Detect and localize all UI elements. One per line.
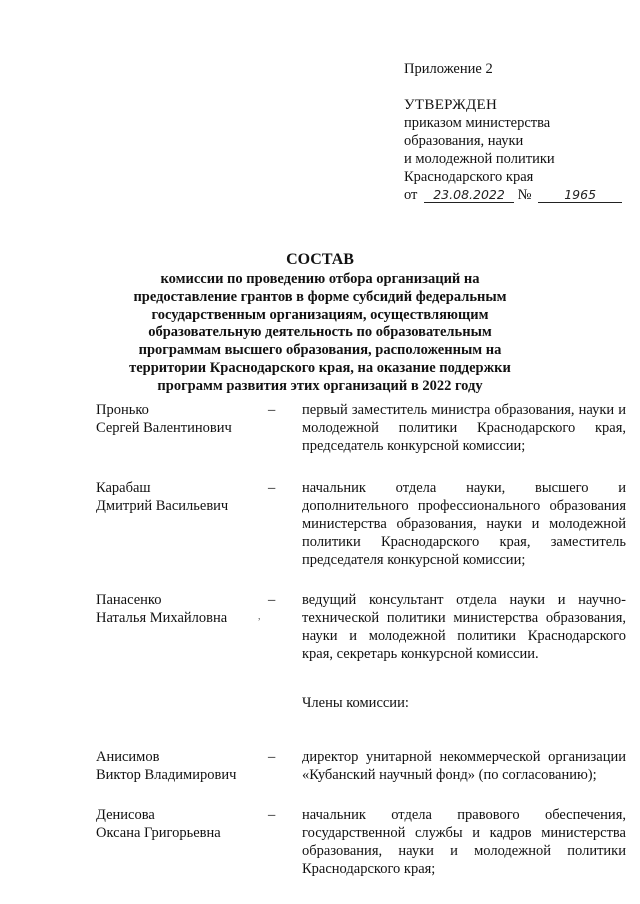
approval-line: и молодежной политики bbox=[404, 151, 555, 167]
order-date-handwritten: 23.08.2022 bbox=[424, 187, 514, 203]
member-position: директор унитарной некоммерческой организации «Кубанский научный фонд» (по согласованию); bbox=[302, 749, 626, 783]
number-prefix: № bbox=[517, 187, 532, 203]
order-number-handwritten: 1965 bbox=[538, 187, 622, 203]
member-entry bbox=[96, 748, 626, 784]
member-dash: – bbox=[268, 749, 276, 765]
member-dash: – bbox=[268, 402, 276, 418]
member-dash: – bbox=[268, 480, 276, 496]
member-dash: – bbox=[268, 592, 276, 608]
member-dash: – bbox=[268, 807, 276, 823]
approval-line: Краснодарского края bbox=[404, 169, 534, 185]
title-subtitle-line: образовательную деятельность по образовательным bbox=[148, 324, 492, 341]
approval-block bbox=[404, 60, 624, 204]
title-subtitle-line: программ развития этих организаций в 2022 году bbox=[157, 377, 483, 394]
member-name bbox=[96, 748, 268, 784]
member-first-names: Сергей Валентинович bbox=[96, 420, 232, 436]
title-main: СОСТАВ bbox=[286, 251, 354, 268]
member-first-names: Виктор Владимирович bbox=[96, 767, 237, 783]
member-surname: Панасенко bbox=[96, 592, 162, 608]
order-date-number-row bbox=[404, 186, 624, 204]
title-subtitle-line: комиссии по проведению отбора организаций на bbox=[160, 271, 480, 287]
member-surname: Анисимов bbox=[96, 749, 160, 765]
title-subtitle-line: государственным организациям, осуществляющим bbox=[151, 306, 489, 323]
member-name bbox=[96, 806, 268, 842]
member-name bbox=[96, 479, 268, 515]
member-first-names: Наталья Михайловна bbox=[96, 610, 228, 626]
title-subtitle-line: территории Краснодарского края, на оказание поддержки bbox=[129, 359, 511, 376]
approval-line: приказом министерства bbox=[404, 115, 551, 131]
title-subtitle-line: программам высшего образования, расположенным на bbox=[138, 342, 502, 359]
date-prefix: от bbox=[404, 187, 418, 203]
approval-line: образования, науки bbox=[404, 133, 524, 149]
member-first-names: Оксана Григорьевна bbox=[96, 825, 221, 841]
member-surname: Денисова bbox=[96, 807, 155, 823]
member-first-names: Дмитрий Васильевич bbox=[96, 498, 229, 514]
member-entry bbox=[96, 401, 626, 455]
member-position: начальник отдела науки, высшего и дополнительного профессионального образования министерства образования, науки и молодежной политики Краснодарского края, заместитель председателя конкурсной комиссии; bbox=[302, 480, 626, 568]
member-name bbox=[96, 401, 268, 437]
scan-speck-mark: , bbox=[258, 611, 261, 622]
annex-label: Приложение 2 bbox=[404, 61, 493, 77]
member-surname: Пронько bbox=[96, 402, 149, 418]
member-position: ведущий консультант отдела науки и научно-технической политики министерства образования, науки и молодежной политики Краснодарского края, секретарь конкурсной комиссии. bbox=[302, 592, 626, 662]
approved-heading: УТВЕРЖДЕН bbox=[404, 97, 498, 113]
commission-members-list bbox=[96, 401, 626, 878]
member-entry bbox=[96, 806, 626, 878]
title-subtitle-line: предоставление грантов в форме субсидий федеральным bbox=[133, 288, 507, 305]
member-entry bbox=[96, 591, 626, 663]
document-title bbox=[70, 250, 570, 396]
member-name bbox=[96, 591, 268, 627]
member-position: начальник отдела правового обеспечения, государственной службы и кадров министерства образования, науки и молодежной политики Краснодарского края; bbox=[302, 807, 626, 877]
members-heading: Члены комиссии: bbox=[302, 695, 409, 711]
member-surname: Карабаш bbox=[96, 480, 151, 496]
member-entry bbox=[96, 479, 626, 569]
member-position: первый заместитель министра образования, науки и молодежной политики Краснодарского края, председатель конкурсной комиссии; bbox=[302, 402, 626, 454]
